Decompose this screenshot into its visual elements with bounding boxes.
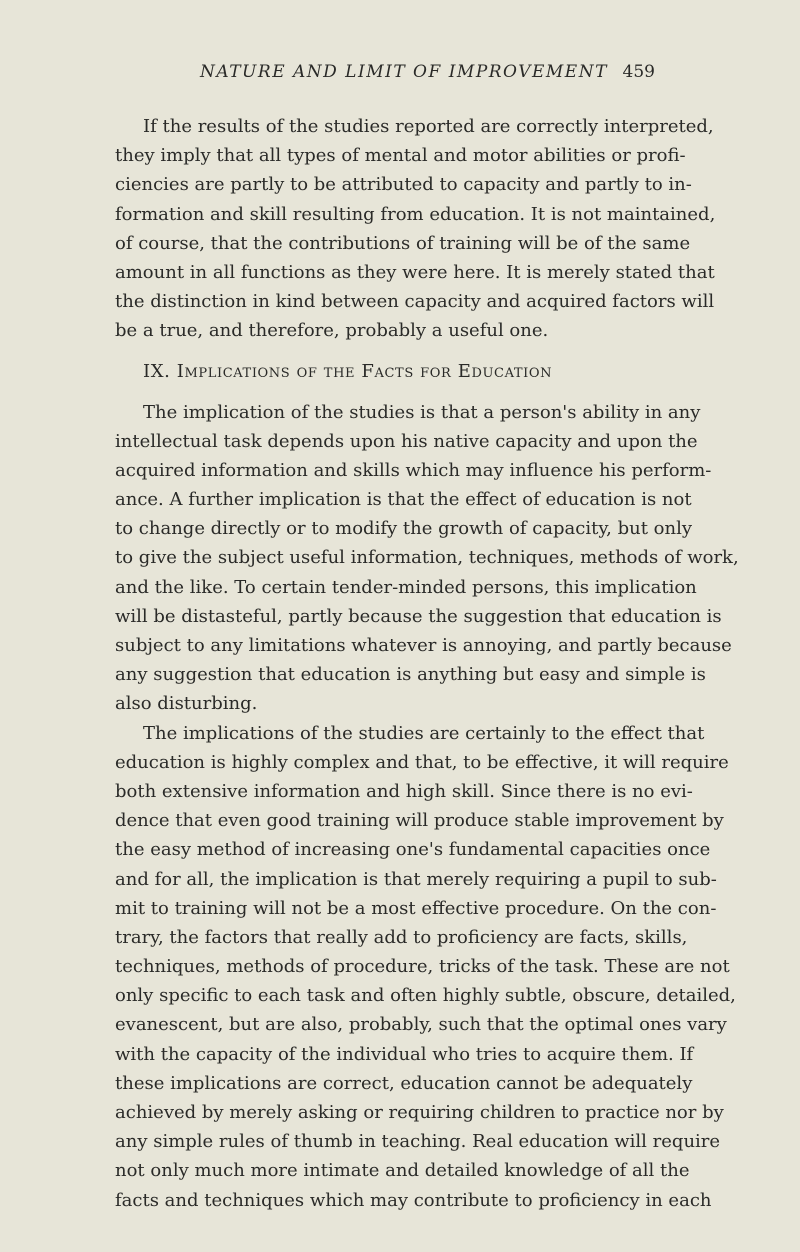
section-number: IX. <box>143 360 171 382</box>
text-line: If the results of the studies reported are correctly interpreted, <box>143 116 714 137</box>
text-line: any simple rules of thumb in teaching. Real education will require <box>115 1131 721 1153</box>
text-line: techniques, methods of procedure, tricks of the task. These are not <box>115 956 730 978</box>
text-line: amount in all functions as they were here. It is merely stated that <box>115 261 715 283</box>
text-line: be a true, and therefore, probably a useful one. <box>115 320 549 342</box>
text-line: acquired information and skills which may influence his perform- <box>115 459 712 481</box>
section-title: Implications of the Facts for Education <box>176 360 553 382</box>
text-line: will be distasteful, partly because the suggestion that education is <box>115 605 722 627</box>
text-line: with the capacity of the individual who tries to acquire them. If <box>115 1043 694 1065</box>
text-line: the distinction in kind between capacity and acquired factors will <box>115 291 715 313</box>
paragraph-2 <box>115 398 739 719</box>
text-line: to give the subject useful information, techniques, methods of work, <box>115 547 739 569</box>
text-line: any suggestion that education is anything but easy and simple is <box>115 664 706 686</box>
page-number: 459 <box>622 62 655 82</box>
text-line: both extensive information and high skill. Since there is no evi- <box>115 780 693 802</box>
text-line: they imply that all types of mental and motor abilities or profi- <box>115 145 686 167</box>
text-line: trary, the factors that really add to proficiency are facts, skills, <box>115 926 688 948</box>
text-line: The implications of the studies are certainly to the effect that <box>143 722 705 744</box>
text-line: these implications are correct, education cannot be adequately <box>115 1072 693 1094</box>
text-line: ciencies are partly to be attributed to capacity and partly to in- <box>115 174 692 196</box>
text-line: achieved by merely asking or requiring children to practice nor by <box>115 1102 724 1123</box>
text-line: also disturbing. <box>115 693 258 715</box>
text-line: not only much more intimate and detailed knowledge of all the <box>115 1160 690 1182</box>
text-line: only specific to each task and often highly subtle, obscure, detailed, <box>115 985 736 1007</box>
text-line: The implication of the studies is that a person's ability in any <box>143 401 701 423</box>
text-line: subject to any limitations whatever is annoying, and partly because <box>115 635 732 656</box>
text-line: of course, that the contributions of training will be of the same <box>115 232 691 254</box>
text-line: facts and techniques which may contribute to proficiency in each <box>115 1189 712 1211</box>
text-line: mit to training will not be a most effective procedure. On the con- <box>115 897 717 919</box>
text-line: dence that even good training will produce stable improvement by <box>115 810 724 832</box>
text-line: and for all, the implication is that merely requiring a pupil to sub- <box>115 868 717 890</box>
body-text <box>115 112 739 1215</box>
text-line: to change directly or to modify the growth of capacity, but only <box>115 518 693 540</box>
text-line: intellectual task depends upon his native capacity and upon the <box>115 430 698 452</box>
text-line: education is highly complex and that, to be effective, it will require <box>115 751 729 773</box>
text-line: the easy method of increasing one's fundamental capacities once <box>115 839 711 861</box>
running-head <box>200 62 655 90</box>
section-heading <box>115 346 655 398</box>
paragraph-3 <box>115 719 736 1215</box>
text-line: ance. A further implication is that the effect of education is not <box>115 489 692 511</box>
running-title: NATURE AND LIMIT OF IMPROVEMENT <box>200 62 608 82</box>
text-line: and the like. To certain tender-minded persons, this implication <box>115 576 697 598</box>
text-line: formation and skill resulting from education. It is not maintained, <box>115 203 716 225</box>
text-line: evanescent, but are also, probably, such that the optimal ones vary <box>115 1014 727 1036</box>
paragraph-1 <box>115 112 716 346</box>
